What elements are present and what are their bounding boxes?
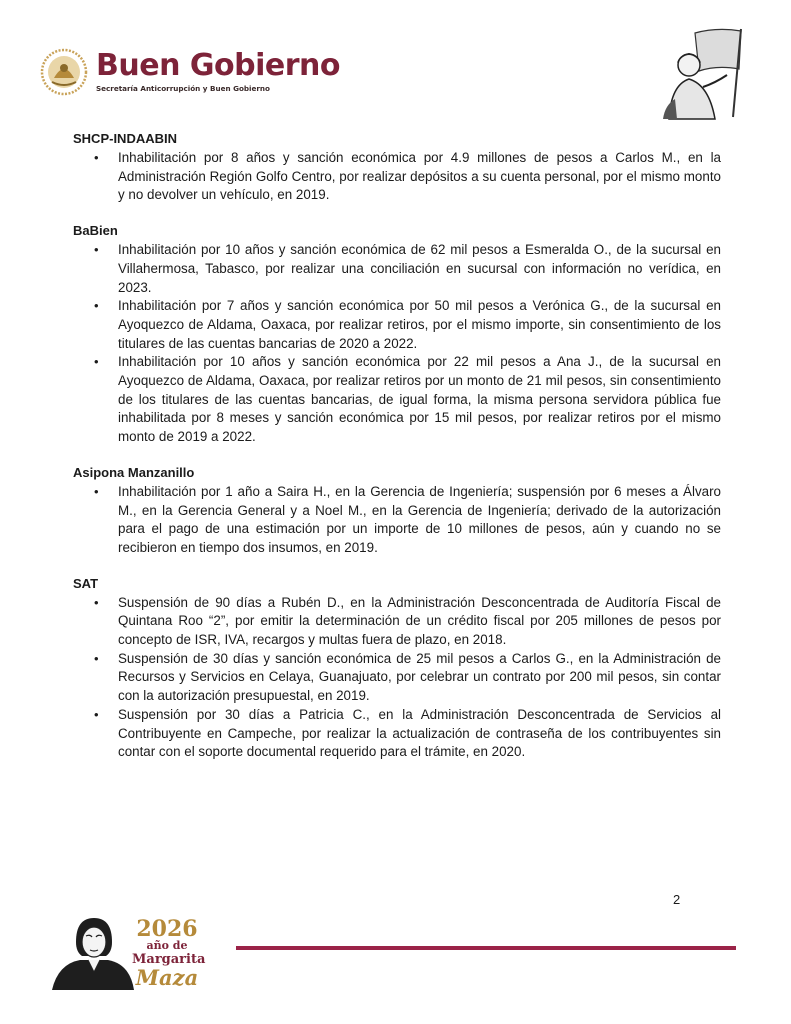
list-item — [73, 594, 721, 650]
list-item — [73, 353, 721, 447]
bullet: • — [94, 150, 99, 165]
bullet: • — [94, 706, 99, 722]
bullet-list — [73, 149, 721, 205]
footer-year: 2026 — [136, 916, 198, 942]
list-item-text: Inhabilitación por 7 años y sanción económica por 50 mil pesos a Verónica G., de la sucursal en Ayoquezco de Aldama, Oaxaca, por realizar retiros, por el mismo importe, sin consentimiento de los titulares de las cuentas bancarias de 2020 a 2022. — [118, 298, 721, 351]
section-babien — [73, 222, 721, 447]
section-title: Asipona Manzanillo — [73, 464, 195, 480]
bullet: • — [94, 242, 99, 258]
section-title: SHCP-INDAABIN — [73, 131, 177, 146]
national-seal-icon — [40, 48, 88, 96]
footer-line-3: Maza — [135, 965, 199, 990]
list-item — [73, 483, 721, 558]
bullet: • — [94, 354, 99, 370]
section-shcp-indaabin — [73, 130, 721, 205]
section-title: BaBien — [73, 223, 118, 239]
list-item — [73, 297, 721, 353]
bullet: • — [94, 650, 99, 666]
list-item-text: Suspensión de 90 días a Rubén D., en la Administración Desconcentrada de Auditoría Fiscal de Quintana Roo “2”, por emitir la determinación de un crédito fiscal por 205 millones de pesos por concepto de ISR, IVA, recargos y multas fuera de plazo, en 2018. — [118, 594, 721, 648]
footer-year-banner — [132, 916, 206, 990]
brand-subtitle: Secretaría Anticorrupción y Buen Gobierno — [96, 84, 270, 93]
section-title: SAT — [73, 575, 99, 591]
list-item — [73, 149, 721, 205]
list-item-text: Inhabilitación por 10 años y sanción económica por 22 mil pesos a Ana J., de la sucursal en Ayoquezco de Aldama, Oaxaca, por realizar retiros por un monto de 21 mil pesos, sin consentimiento de los titulares de las cuentas bancarias, de igual forma, la misma persona servidora pública fue inhabilitada por 8 meses y sanción económica por 15 mil pesos, por realizar retiros por el mismo monto de 2019 a 2022. — [118, 354, 721, 445]
section-asipona-manzanillo — [73, 464, 721, 558]
brand-block — [96, 48, 340, 93]
bullet-list — [73, 241, 721, 447]
list-item-text: Suspensión de 30 días y sanción económica de 25 mil pesos a Carlos G., en la Administración de Recursos y Servicios en Celaya, Guanajuato, por celebrar un contrato por 200 mil pesos, sin contar con la autorización presupuestal, en 2019. — [118, 650, 721, 704]
list-item-text: Inhabilitación por 1 año a Saira H., en la Gerencia de Ingeniería; suspensión por 6 meses a Álvaro M., en la Gerencia General y a Noel M., en la Gerencia de Ingeniería; derivado de la autorización para el pago de una estimación por un importe de 10 millones de pesos, aún y cuando no se recibieron en tiempo dos insumos, en 2019. — [118, 483, 721, 555]
header-logo — [40, 48, 340, 100]
bullet-list — [73, 594, 721, 762]
bullet: • — [94, 298, 99, 314]
flag-bearer-illustration-icon — [655, 25, 747, 121]
footer-line-1: año de — [146, 939, 188, 952]
document-body — [73, 130, 721, 779]
margarita-maza-portrait-icon — [50, 912, 134, 990]
footer-divider — [236, 946, 736, 950]
list-item-text: Inhabilitación por 10 años y sanción económica de 62 mil pesos a Esmeralda O., de la sucursal en Villahermosa, Tabasco, por realizar una conciliación en sucursal con información no verídica, en 2023. — [118, 242, 721, 295]
brand-title: Buen Gobierno — [96, 48, 340, 83]
list-item-text: Inhabilitación por 8 años y sanción económica por 4.9 millones de pesos a Carlos M., en la Administración Región Golfo Centro, por realizar depósitos a su cuenta personal, por el mismo monto y no devolver un vehículo, en 2019. — [118, 150, 721, 203]
section-sat — [73, 575, 721, 762]
list-item-text: Suspensión por 30 días a Patricia C., en la Administración Desconcentrada de Servicios al Contribuyente en Campeche, por realizar la actualización de contraseña de los contribuyentes sin contar con el soporte documental requerido para el trámite, en 2020. — [118, 706, 721, 760]
list-item — [73, 650, 721, 706]
bullet-list — [73, 483, 721, 558]
bullet: • — [94, 483, 99, 499]
bullet: • — [94, 594, 99, 610]
footer-line-2: Margarita — [132, 952, 206, 967]
list-item — [73, 706, 721, 762]
list-item — [73, 241, 721, 297]
page-number: 2 — [673, 892, 681, 907]
